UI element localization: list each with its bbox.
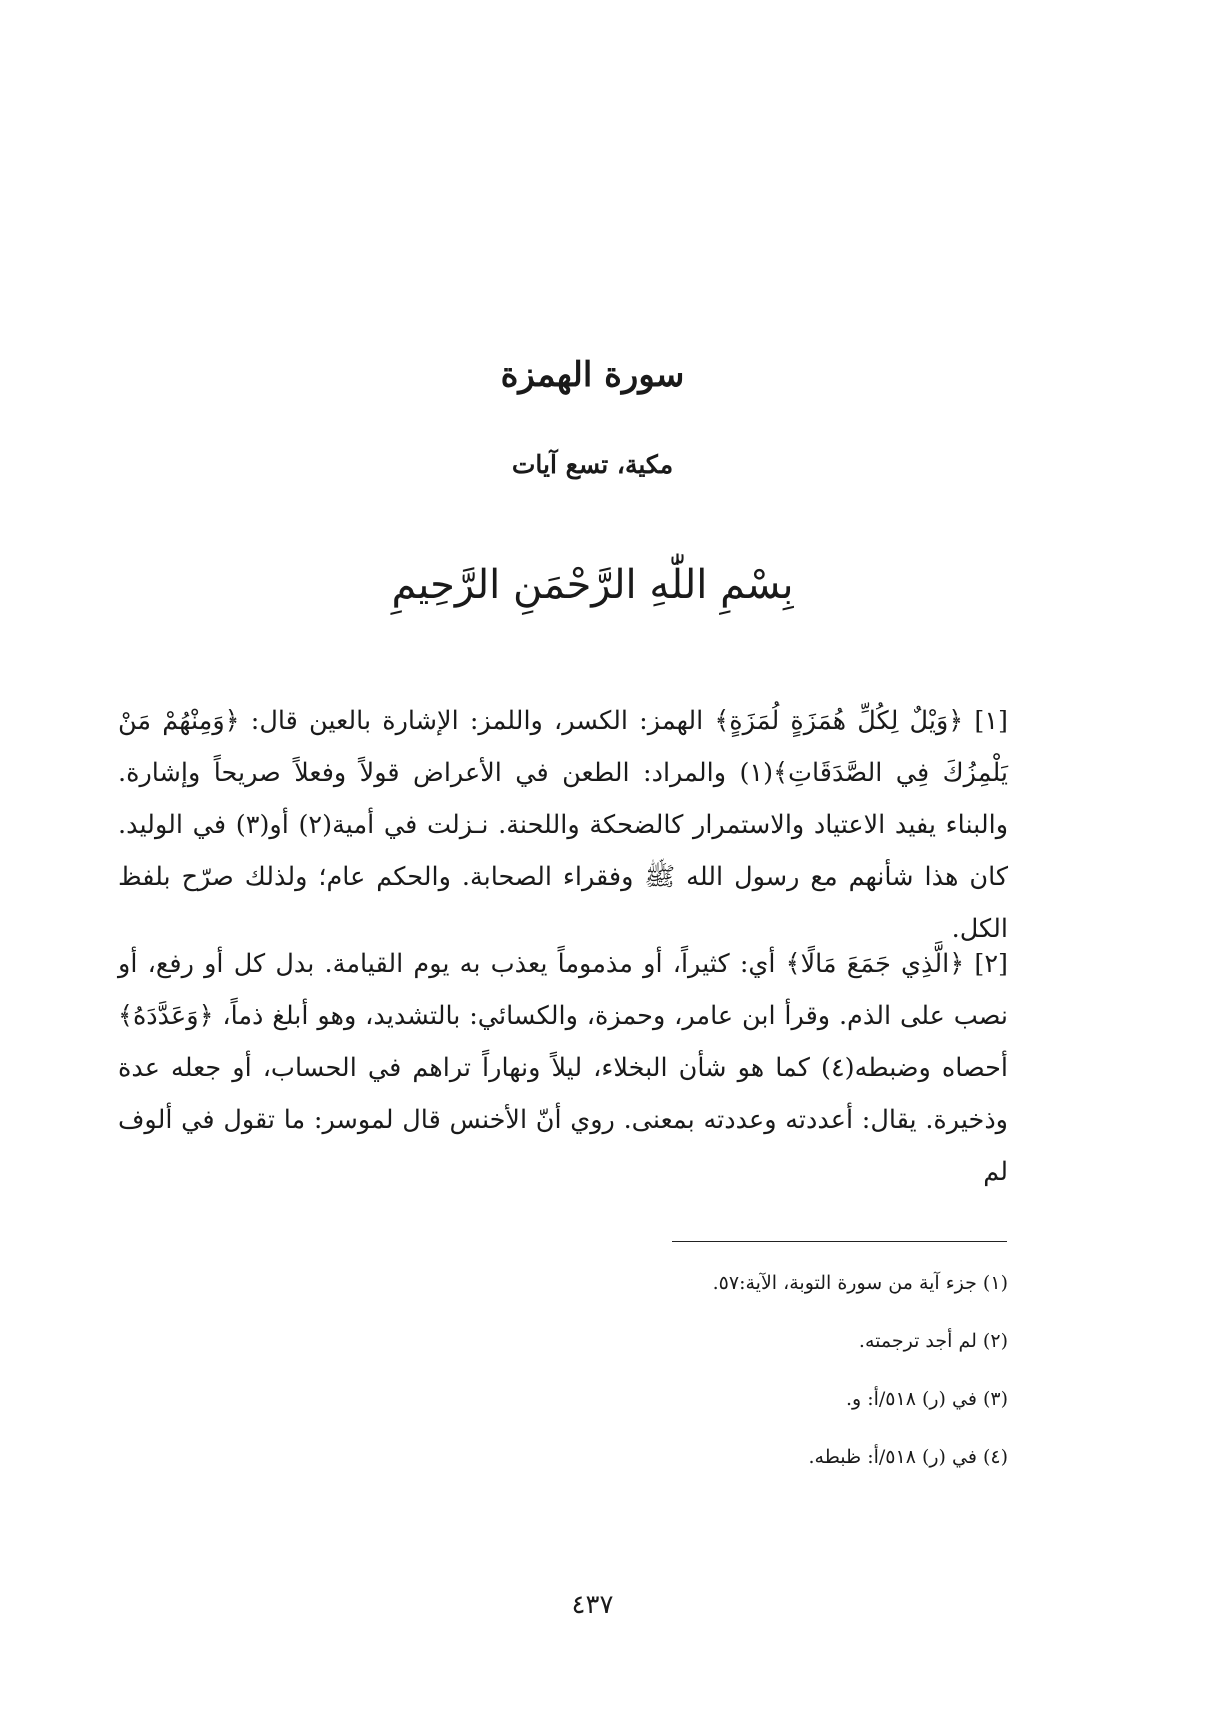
page-number: ٤٣٧	[571, 1590, 614, 1620]
paragraph-verse-1: [١] ﴿وَيْلٌ لِكُلِّ هُمَزَةٍ لُمَزَةٍ﴾ الهمز: الكسر، واللمز: الإشارة بالعين قال: ﴿وَمِنْهُمْ مَنْ يَلْمِزُكَ فِي الصَّدَقَاتِ﴾(١) والمراد: الطعن في الأعراض قولاً وفعلاً صريحاً وإشارة. والبناء يفيد الاعتياد والاستمرار كالضحكة واللحنة. نـزلت في أمية(٢) أو(٣) في الوليد. كان هذا شأنهم مع رسول الله ﷺ وفقراء الصحابة. والحكم عام؛ ولذلك صرّح بلفظ الكل.	[118, 706, 1009, 944]
footnote-divider	[672, 1241, 1007, 1242]
footnote-1: (١) جزء آية من سورة التوبة، الآية:٥٧.	[712, 1272, 1008, 1294]
surah-title: سورة الهمزة	[500, 355, 685, 395]
basmala: بِسْمِ اللّٰهِ الرَّحْمَنِ الرَّحِيمِ	[391, 562, 794, 608]
footnote-2: (٢) لم أجد ترجمته.	[858, 1330, 1008, 1352]
footnote-3: (٣) في (ر) ٥١٨/أ: و.	[845, 1388, 1008, 1410]
footnote-4: (٤) في (ر) ٥١٨/أ: ظبطه.	[808, 1446, 1008, 1468]
footnotes-list	[500, 1268, 1008, 1500]
surah-subtitle: مكية، تسع آيات	[511, 450, 674, 479]
paragraph-verse-2: [٢] ﴿الَّذِي جَمَعَ مَالًا﴾ أي: كثيراً، أو مذموماً يعذب به يوم القيامة. بدل كل أو رفع، أو نصب على الذم. وقرأ ابن عامر، وحمزة، والكسائي: بالتشديد، وهو أبلغ ذماً، ﴿وَعَدَّدَهُ﴾ أحصاه وضبطه(٤) كما هو شأن البخلاء، ليلاً ونهاراً تراهم في الحساب، أو جعله عدة وذخيرة. يقال: أعددته وعددته بمعنى. روي أنّ الأخنس قال لموسر: ما تقول في ألوف لم	[118, 949, 1009, 1187]
